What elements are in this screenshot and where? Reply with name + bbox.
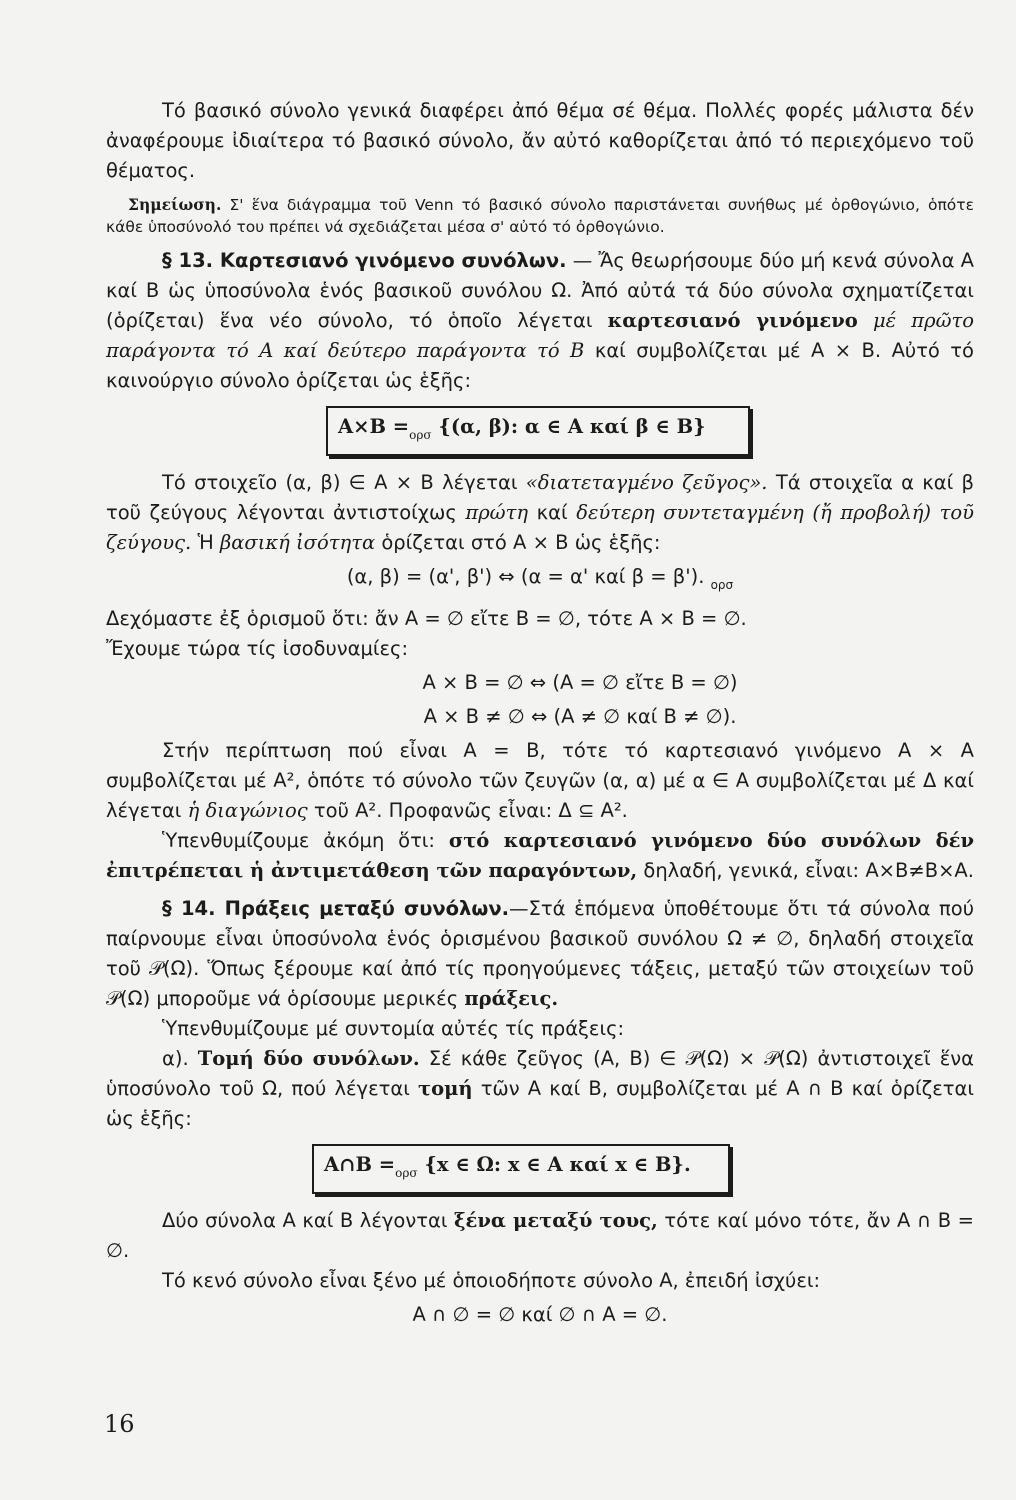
text: ὁρίζεται στό Α × Β ὡς ἑξῆς: [375, 531, 661, 554]
text: καί [528, 501, 577, 524]
section-13-text-3: καί συμβολίζεται μέ Α × Β. Αὐτό τό καινούργιο σύνολο ὁρίζεται ὡς ἑξῆς: [106, 339, 974, 392]
equation-3: Α × Β ≠ ∅ ⇔ (Α ≠ ∅ καί Β ≠ ∅). [423, 705, 737, 728]
page-body [106, 96, 974, 1334]
text: Ἡ [191, 531, 220, 554]
text: δηλαδή, γενικά, εἶναι: Α×Β≠Β×Α. [637, 859, 974, 882]
section-14 [106, 894, 974, 1014]
text: Τά στοιχεῖα α καί β τοῦ ζεύγους λέγονται ἀντιστοίχως [106, 471, 975, 524]
term-diagonal: ἡ διαγώνιος [187, 799, 308, 822]
box2-sub: ορσ [395, 1166, 418, 1180]
text: Στήν περίπτωση πού εἶναι Α = Β, τότε τό καρτεσιανό γινόμενο Α × Α συμβολίζεται μέ Α², ὁπότε τό σύνολο τῶν ζευγῶν (α, α) μέ α ∈ Α συμβολίζεται μέ Δ καί λέγεται [106, 739, 974, 822]
section-13-title: § 13. Καρτεσιανό γινόμενο συνόλων. [162, 249, 567, 272]
term-basic-equality: βασική ἰσότητα [219, 531, 376, 554]
text: τότε καί μόνο τότε, ἄν Α ∩ Β = ∅. [106, 1209, 974, 1262]
note-label: Σημείωση. [128, 195, 222, 214]
term-cartesian-product: καρτεσιανό γινόμενο [607, 309, 858, 332]
paragraph-ordered-pair [106, 468, 974, 558]
paragraph-non-commutative [106, 826, 974, 886]
eq1: (α, β) = (α', β') ⇔ (α = α' καί β = β'). [346, 565, 705, 588]
term-ordered-pair: «διατεταγμένο ζεῦγος». [525, 471, 768, 494]
paragraph-diagonal [106, 736, 974, 826]
box1-sub: ορσ [409, 428, 432, 442]
equation-2: Α × Β = ∅ ⇔ (Α = ∅ εἴτε Β = ∅) [422, 671, 738, 694]
paragraph-empty-definition: Δεχόμαστε ἐξ ὁρισμοῦ ὅτι: ἄν Α = ∅ εἴτε Β = ∅, τότε Α × Β = ∅. [106, 607, 747, 630]
text: Δύο σύνολα Α καί Β λέγονται [162, 1209, 454, 1232]
paragraph-recall: Ὑπενθυμίζουμε μέ συντομία αὐτές τίς πράξεις: [162, 1017, 625, 1040]
page-number: 16 [104, 1410, 135, 1438]
box2-lhs: Α∩Β [324, 1153, 372, 1176]
text: Ὑπενθυμίζουμε ἀκόμη ὅτι: [162, 829, 449, 852]
paragraph-intersection [106, 1044, 974, 1134]
section-13 [106, 246, 974, 396]
note-text: Σ' ἕνα διάγραμμα τοῦ Venn τό βασικό σύνολο παριστάνεται συνήθως μέ ὀρθογώνιο, ὁπότε κάθε ὑποσύνολό του πρέπει νά σχεδιάζεται μέσα σ' αὐτό τό ὀρθογώνιο. [106, 196, 974, 236]
box1-rhs: {(α, β): α ∈ Α καί β ∈ Β} [438, 415, 706, 438]
definition-box-cartesian: $A\times B =_{o\rho\sigma}$ {(α, β): α ∈ Α καί β ∈ Β} [326, 406, 750, 456]
term-second: δεύτερη συντεταγμένη (ἤ προβολή) τοῦ ζεύγους. [106, 501, 974, 554]
section-14-title: § 14. Πράξεις μεταξύ συνόλων. [162, 897, 510, 920]
term-operations: πράξεις. [464, 987, 559, 1010]
definition-box-intersection: Α∩Β $=_{o\rho\sigma}$ {x ∈ Ω: x ∈ Α καί x ∈ Β}. [312, 1144, 730, 1194]
term-first: πρώτη [465, 501, 529, 524]
text: τοῦ Α². Προφανῶς εἶναι: Δ ⊆ Α². [307, 799, 628, 822]
text: Τό στοιχεῖο (α, β) ∈ Α × Β λέγεται [162, 471, 526, 494]
bold-statement: στό καρτεσιανό γινόμενο δύο συνόλων δέν ἐπιτρέπεται ἡ ἀντιμετάθεση τῶν παραγόντων, [106, 829, 974, 882]
note [106, 194, 974, 238]
section-13-text-1: — Ἄς θεωρήσουμε δύο μή κενά σύνολα Α καί Β ὡς ὑποσύνολα ἑνός βασικοῦ συνόλου Ω. Ἀπό αὐτά τά δύο σύνολα σχηματίζεται (ὁρίζεται) ἕνα νέο σύνολο, τό ὁποῖο λέγεται [106, 249, 975, 332]
paragraph-disjoint [106, 1206, 974, 1266]
box1-lhs: Α×Β [338, 415, 386, 438]
paragraph-empty-disjoint: Τό κενό σύνολο εἶναι ξένο μέ ὁποιοδήποτε σύνολο Α, ἐπειδή ἰσχύει: [162, 1269, 821, 1292]
text: Σέ κάθε ζεῦγος (Α, Β) ∈ 𝒫(Ω) × 𝒫(Ω) ἀντιστοιχεῖ ἕνα ὑποσύνολο τοῦ Ω, πού λέγεται [106, 1047, 975, 1100]
equation-pair-equality [106, 562, 974, 600]
section-13-italic: μέ πρῶτο παράγοντα τό Α καί δεύτερο παράγοντα τό Β [106, 309, 975, 362]
paragraph-equivalences: Ἔχουμε τώρα τίς ἰσοδυναμίες: [106, 637, 409, 660]
term-intersection: τομή [417, 1077, 473, 1100]
text: τῶν Α καί Β, συμβολίζεται μέ Α ∩ Β καί ὁρίζεται ὡς ἑξῆς: [106, 1077, 974, 1130]
term-disjoint: ξένα μεταξύ τους, [453, 1209, 658, 1232]
section-14-text: —Στά ἑπόμενα ὑποθέτουμε ὅτι τά σύνολα πού παίρνουμε εἶναι ὑποσύνολα ἑνός ὁρισμένου βασικοῦ συνόλου Ω ≠ ∅, δηλαδή στοιχεῖα τοῦ 𝒫(Ω). Ὅπως ξέρουμε καί ἀπό τίς προηγούμενες τάξεις, μεταξύ τῶν στοιχείων τοῦ 𝒫(Ω) μποροῦμε νά ὁρίσουμε μερικές [106, 897, 975, 1010]
eq1-sub: ορσ [710, 578, 734, 592]
box2-rhs: {x ∈ Ω: x ∈ Α καί x ∈ Β}. [424, 1153, 691, 1176]
text: α). [162, 1047, 198, 1070]
heading-intersection: Τομή δύο συνόλων. [197, 1047, 420, 1070]
paragraph-basic-set: Τό βασικό σύνολο γενικά διαφέρει ἀπό θέμα σέ θέμα. Πολλές φορές μάλιστα δέν ἀναφέρουμε ἰδιαίτερα τό βασικό σύνολο, ἄν αὐτό καθορίζεται ἀπό τό περιεχόμενο τοῦ θέματος. [106, 99, 974, 182]
equation-4: Α ∩ ∅ = ∅ καί ∅ ∩ Α = ∅. [412, 1303, 668, 1326]
